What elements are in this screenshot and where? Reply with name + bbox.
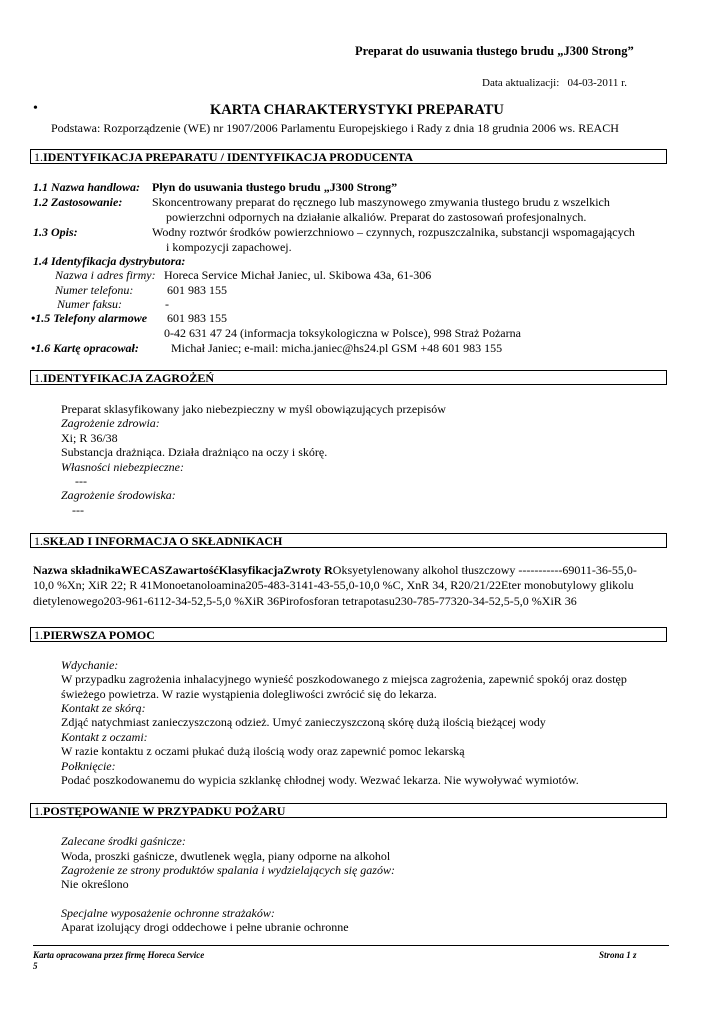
extinguishing-label: Zalecane środki gaśnicze: (61, 834, 186, 848)
description-label: 1.3 Opis: (33, 225, 78, 239)
emergency-phone-2: 0-42 631 47 24 (informacja toksykologiczna w Polsce), 998 Straż Pożarna (164, 326, 521, 340)
firm-value: Horeca Service Michał Janiec, ul. Skibowa 43a, 61-306 (164, 268, 432, 282)
emergency-phone-1: 601 983 155 (167, 311, 227, 325)
skin-contact-label: Kontakt ze skórą: (61, 701, 146, 715)
section-2-title: IDENTYFIKACJA ZAGROŻEŃ (43, 371, 215, 385)
application-value-2: powierzchni odpornych na działanie alkaliów. Preparat do zastosowań profesjonalnych. (166, 210, 587, 224)
section-4-number: 1. (34, 628, 43, 642)
section-5-number: 1. (34, 804, 43, 818)
phone-value: 601 983 155 (167, 283, 227, 297)
section-3-number: 1. (34, 534, 43, 548)
phone-label: Numer telefonu: (55, 283, 134, 297)
dangerous-properties-label: Własności niebezpieczne: (61, 460, 184, 474)
section-1-header (30, 149, 667, 164)
inhalation-label: Wdychanie: (61, 658, 119, 672)
description-value-2: i kompozycji zapachowej. (166, 240, 292, 254)
section-3-title: SKŁAD I INFORMACJA O SKŁADNIKACH (43, 534, 283, 548)
footer-rule (33, 945, 669, 946)
firm-label: Nazwa i adres firmy: (55, 268, 156, 282)
prepared-by-label: •1.6 Kartę opracował: (31, 341, 139, 355)
section-4-title: PIERWSZA POMOC (43, 628, 155, 642)
regulation-basis: Podstawa: Rozporządzenie (WE) nr 1907/2006 Parlamentu Europejskiego i Rady z dnia 18 grudnia 2006 ws. REACH (51, 121, 619, 135)
title-bullet: • (33, 101, 38, 116)
skin-contact-text: Zdjąć natychmiast zanieczyszczoną odzież. Umyć zanieczyszczoną skórę dużą ilością bieżącej wody (61, 715, 546, 729)
section-2-header (30, 370, 667, 385)
ingestion-label: Połknięcie: (61, 759, 116, 773)
description-value-1: Wodny roztwór środków powierzchniowo – czynnych, rozpuszczalnika, substancji wspomagających (152, 225, 635, 239)
hazard-classification: Preparat sklasyfikowany jako niebezpieczny w myśl obowiązujących przepisów (61, 402, 446, 416)
trade-name-value: Płyn do usuwania tłustego brudu „J300 Strong” (152, 180, 398, 194)
eye-contact-text: W razie kontaktu z oczami płukać dużą ilością wody oraz zapewnić pomoc lekarską (61, 744, 465, 758)
application-value-1: Skoncentrowany preparat do ręcznego lub maszynowego zmywania tłustego brudu z wszelkich (152, 195, 610, 209)
update-date-label: Data aktualizacji: (482, 77, 560, 89)
fax-value: - (165, 297, 169, 311)
emergency-phones-label: •1.5 Telefony alarmowe (31, 311, 148, 325)
firefighter-equipment-label: Specjalne wyposażenie ochronne strażaków: (61, 906, 275, 920)
prepared-by-value: Michał Janiec; e-mail: micha.janiec@hs24.pl GSM +48 601 983 155 (171, 341, 503, 355)
update-date (482, 77, 627, 89)
fax-label: Numer faksu: (57, 297, 122, 311)
section-3-header (30, 533, 667, 548)
section-5-header (30, 803, 667, 818)
environment-hazard-label: Zagrożenie środowiska: (61, 488, 176, 502)
distributor-label: 1.4 Identyfikacja dystrybutora: (33, 254, 186, 268)
health-hazard-code: Xi; R 36/38 (61, 431, 118, 445)
section-4-header (30, 627, 667, 642)
composition-line-2: 10,0 %Xn; XiR 22; R 41Monoetanoloamina205-483-3141-43-55,0-10,0 %C, XnR 34, R20/21/22Eter monobutylowy glikolu (33, 578, 634, 592)
eye-contact-label: Kontakt z oczami: (61, 730, 148, 744)
footer-company: Karta opracowana przez firmę Horeca Service (33, 950, 205, 960)
page-title: KARTA CHARAKTERYSTYKI PREPARATU (210, 102, 504, 118)
section-5-title: POSTĘPOWANIE W PRZYPADKU POŻARU (43, 804, 286, 818)
extinguishing-value: Woda, proszki gaśnicze, dwutlenek węgla, piany odporne na alkohol (61, 849, 391, 863)
section-2-number: 1. (34, 371, 43, 385)
product-header-title: Preparat do usuwania tłustego brudu „J300 Strong” (355, 44, 634, 58)
dangerous-properties-value: --- (75, 474, 87, 488)
health-hazard-desc: Substancja drażniąca. Działa drażniąco na oczy i skórę. (61, 445, 328, 459)
composition-line-3: dietylenowego203-961-6112-34-52,5-5,0 %XiR 36Pirofosforan tetrapotasu230-785-77320-34-52,5-5,0 %XiR 36 (33, 594, 577, 608)
environment-hazard-value: --- (72, 503, 84, 517)
section-1-number: 1. (34, 150, 43, 164)
footer-page-number: Strona 1 z (599, 950, 637, 960)
application-label: 1.2 Zastosowanie: (33, 195, 123, 209)
inhalation-text-1: W przypadku zagrożenia inhalacyjnego wynieść poszkodowanego z miejsca zagrożenia, zapewnić spokój oraz dostęp (61, 672, 627, 686)
update-date-value: 04-03-2011 r. (567, 77, 627, 89)
section-1-title: IDENTYFIKACJA PREPARATU / IDENTYFIKACJA PRODUCENTA (43, 150, 414, 164)
inhalation-text-2: świeżego powietrza. W razie wystąpienia dolegliwości zwrócić się do lekarza. (61, 687, 437, 701)
composition-table-header: Nazwa składnikaWECASZawartośćKlasyfikacjaZwroty R (33, 563, 333, 577)
footer-page-total: 5 (33, 961, 38, 971)
firefighter-equipment-value: Aparat izolujący drogi oddechowe i pełne ubranie ochronne (61, 920, 349, 934)
combustion-hazard-value: Nie określono (61, 877, 129, 891)
trade-name-label: 1.1 Nazwa handlowa: (33, 180, 141, 194)
composition-line-1-text: Oksyetylenowany alkohol tłuszczowy -----------69011-36-55,0- (332, 563, 637, 577)
composition-line-1 (33, 563, 637, 578)
combustion-hazard-label: Zagrożenie ze strony produktów spalania i wydzielających się gazów: (61, 863, 395, 877)
health-hazard-label: Zagrożenie zdrowia: (61, 416, 160, 430)
ingestion-text: Podać poszkodowanemu do wypicia szklankę chłodnej wody. Wezwać lekarza. Nie wywoływać wymiotów. (61, 773, 579, 787)
